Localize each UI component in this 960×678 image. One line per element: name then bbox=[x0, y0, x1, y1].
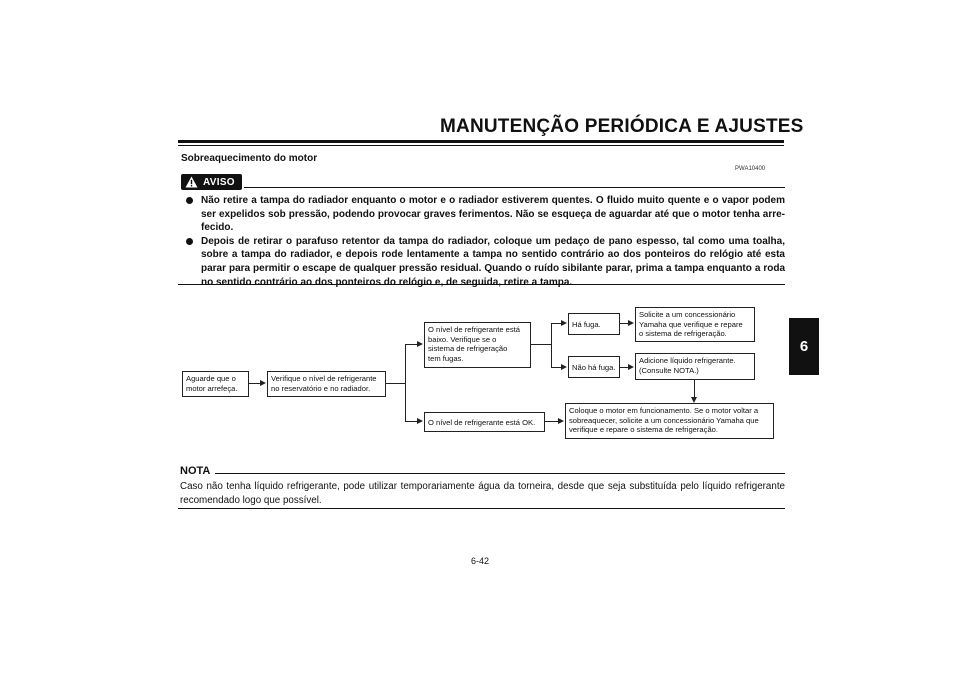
note-bottom-rule bbox=[178, 508, 785, 509]
aviso-rule bbox=[244, 187, 785, 188]
warning-bullets bbox=[186, 194, 785, 289]
box-level-ok bbox=[424, 412, 545, 432]
arrow-right-icon bbox=[417, 341, 423, 347]
box-wait bbox=[182, 371, 249, 397]
box-level-low bbox=[424, 322, 531, 368]
title-rule bbox=[178, 140, 784, 143]
chapter-tab[interactable]: 6 bbox=[789, 318, 819, 375]
connector bbox=[405, 421, 417, 422]
warning-bullet bbox=[186, 235, 785, 289]
box-no-leak bbox=[568, 356, 620, 378]
bullet-dot-icon bbox=[186, 197, 193, 204]
connector bbox=[620, 323, 628, 324]
arrow-right-icon bbox=[260, 380, 266, 386]
box-line: o sistema de refrigeração. bbox=[639, 329, 727, 339]
arrow-right-icon bbox=[561, 364, 567, 370]
arrow-right-icon bbox=[558, 418, 564, 424]
arrow-down-icon bbox=[691, 397, 697, 403]
box-line: Há fuga. bbox=[572, 320, 601, 329]
connector bbox=[531, 344, 551, 345]
bullet-dot-icon bbox=[186, 238, 193, 245]
box-line: Solicite a um concessionário bbox=[639, 310, 736, 319]
box-line: Verifique o nível de refrigerante bbox=[271, 374, 377, 383]
box-add-coolant bbox=[635, 353, 755, 380]
aviso-badge bbox=[181, 174, 242, 190]
page-number: 6-42 bbox=[470, 556, 489, 566]
warning-bullet bbox=[186, 194, 785, 235]
box-line: sistema de refrigeração bbox=[428, 344, 508, 354]
arrow-right-icon bbox=[417, 418, 423, 424]
box-line: Yamaha que verifique e repare bbox=[639, 319, 743, 329]
connector bbox=[249, 383, 260, 384]
box-check-level bbox=[267, 371, 386, 397]
note-text: Caso não tenha líquido refrigerante, pode utilizar temporariamente água da torneira, desde que seja substituída pelo líquido refrigerante recomendado logo que possível. bbox=[180, 481, 785, 506]
connector bbox=[551, 323, 552, 368]
aviso-label: AVISO bbox=[203, 176, 235, 188]
box-line: motor arrefeça. bbox=[186, 383, 238, 393]
warning-code: PWA10400 bbox=[735, 166, 766, 172]
connector bbox=[551, 367, 561, 368]
connector bbox=[694, 380, 695, 397]
section-heading: Sobreaquecimento do motor bbox=[181, 153, 318, 164]
warning-bullet-text: Não retire a tampa do radiador enquanto o motor e o radiador estiverem quentes. O fluido muito quente e o vapor podem ser expelidos sob pressão, podendo provocar graves ferimentos. Não se esqueça de aguardar até que o motor tenha arre-fecido. bbox=[201, 195, 785, 234]
box-line: tem fugas. bbox=[428, 353, 464, 363]
box-line: baixo. Verifique se o bbox=[428, 334, 497, 344]
arrow-right-icon bbox=[628, 320, 634, 326]
box-line: Não há fuga. bbox=[572, 363, 616, 372]
connector bbox=[405, 344, 417, 345]
box-line: O nível de refrigerante está bbox=[428, 325, 521, 334]
box-line: Coloque o motor em funcionamento. Se o motor voltar a bbox=[569, 406, 759, 415]
box-line: Adicione líquido refrigerante. bbox=[639, 356, 736, 365]
box-leak bbox=[568, 313, 620, 335]
arrow-right-icon bbox=[561, 320, 567, 326]
warning-bullet-text: Depois de retirar o parafuso retentor da tampa do radiador, coloque um pedaço de pano espesso, tal como uma toalha, sobre a tampa do radiador, e depois rode lentamente a tampa no sentido contrário ao dos ponteiros do relógio até esta parar para permitir o escape de qualquer pressão residual. Quando o ruído sibilante parar, prima a tampa enquanto a roda no sentido contrário ao dos ponteiros do relógio e, de seguida, retire a tampa. bbox=[201, 235, 785, 288]
connector bbox=[551, 323, 561, 324]
note-label: NOTA bbox=[180, 465, 211, 477]
box-line: (Consulte NOTA.) bbox=[639, 365, 699, 375]
box-line: sobreaquecer, solicite a um concessionário Yamaha que bbox=[569, 415, 759, 425]
warning-triangle-icon bbox=[185, 176, 198, 188]
connector bbox=[620, 367, 628, 368]
warning-bottom-rule bbox=[178, 284, 785, 285]
arrow-right-icon bbox=[628, 364, 634, 370]
title-rule-thin bbox=[178, 145, 784, 146]
box-line: O nível de refrigerante está OK. bbox=[428, 418, 536, 427]
box-line: verifique e repare o sistema de refrigeração. bbox=[569, 425, 718, 435]
box-line: Aguarde que o bbox=[186, 374, 236, 383]
page-title: MANUTENÇÃO PERIÓDICA E AJUSTES bbox=[440, 116, 804, 137]
box-line: no reservatório e no radiador. bbox=[271, 383, 371, 393]
box-run-engine bbox=[565, 403, 774, 439]
box-dealer bbox=[635, 307, 755, 342]
connector bbox=[386, 383, 405, 384]
note-rule bbox=[215, 473, 785, 474]
connector bbox=[545, 421, 558, 422]
connector bbox=[405, 344, 406, 422]
